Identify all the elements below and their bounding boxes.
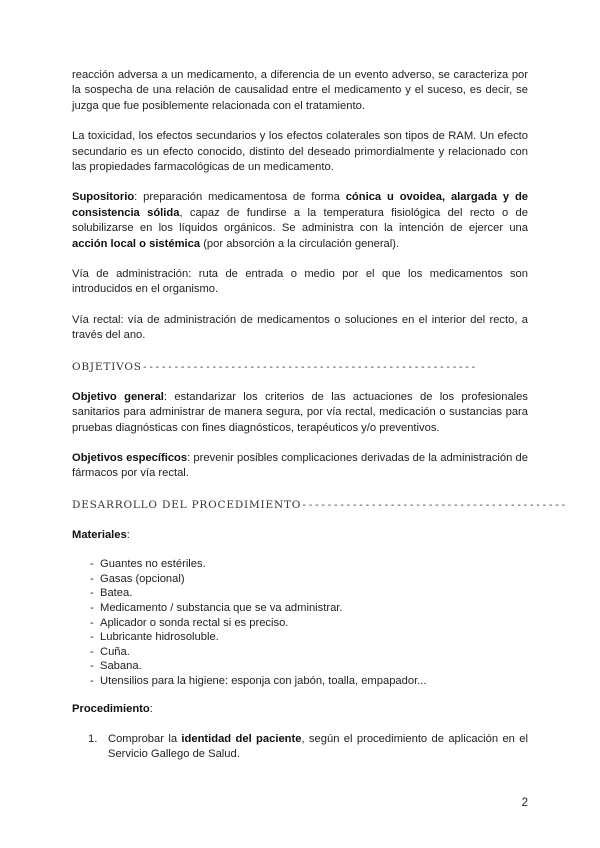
supositorio-text-2: , capaz de fundirse a la temperatura fisiológica del recto o de solubilizarse en los líquidos orgánicos. Se administra con la intención de ejercer una (72, 206, 528, 235)
objetivos-especificos (72, 451, 528, 482)
section-heading-desarrollo (72, 497, 567, 513)
procedimiento-heading (72, 702, 528, 717)
supositorio-definition (72, 190, 528, 252)
objetivo-general (72, 390, 528, 436)
list-item: - Guantes no estériles. (72, 557, 528, 572)
list-item: - Lubricante hidrosoluble. (72, 630, 528, 645)
list-item: - Utensilios para la higiene: esponja con jabón, toalla, empapador... (72, 674, 528, 689)
procedimiento-step-1 (72, 732, 528, 763)
step-number: 1. (88, 732, 98, 745)
materiales-heading (72, 528, 528, 543)
list-item: - Cuña. (72, 645, 528, 660)
step-1-text-1: Comprobar la (108, 732, 182, 745)
section-rule-objetivos: ----------------------------------------------------- (141, 361, 477, 373)
list-item: - Aplicador o sonda rectal si es preciso. (72, 616, 528, 631)
via-rectal-definition: Vía rectal: vía de administración de medicamentos o soluciones en el interior del recto, a través del ano. (72, 313, 528, 342)
list-item: - Sabana. (72, 659, 528, 674)
procedimiento-label: Procedimiento (72, 703, 150, 716)
page-number: 2 (521, 797, 528, 809)
materiales-list (72, 557, 528, 688)
supositorio-bold-2: acción local o sistémica (72, 237, 201, 250)
list-item: - Batea. (72, 586, 528, 601)
objetivos-especificos-text: : prevenir posibles complicaciones derivadas de la administración de fármacos por vía rectal. (72, 451, 529, 480)
list-item: - Medicamento / substancia que se va administrar. (72, 601, 528, 616)
objetivo-general-text: : estandarizar los criterios de las actuaciones de los profesionales sanitarios para administrar de manera segura, por vía rectal, medicación o sustancias para pruebas diagnósticas con fines diagnósticos, terapéuticos y/o preventivos. (72, 390, 528, 434)
supositorio-text-1: : preparación medicamentosa de forma (134, 191, 346, 204)
materiales-colon: : (126, 528, 130, 541)
section-heading-objetivos (72, 359, 528, 375)
section-rule-desarrollo: ------------------------------------------ (301, 499, 567, 511)
procedimiento-steps (72, 732, 528, 763)
step-1-bold: identidad del paciente (181, 732, 302, 745)
objetivo-general-label: Objetivo general (72, 390, 164, 403)
supositorio-text-3: (por absorción a la circulación general). (200, 237, 400, 250)
objetivos-especificos-label: Objetivos específicos (72, 451, 188, 464)
intro-paragraph-2: La toxicidad, los efectos secundarios y los efectos colaterales son tipos de RAM. Un efecto secundario es un efecto conocido, distinto del deseado primordialmente y relacionado con las propiedades farmacológicas de un medicamento. (72, 130, 528, 174)
via-administracion-definition: Vía de administración: ruta de entrada o medio por el que los medicamentos son introducidos en el organismo. (72, 268, 528, 296)
procedimiento-colon: : (149, 703, 153, 716)
supositorio-bold-1: cónica u ovoidea, alargada y de consistencia sólida (72, 191, 528, 219)
step-1-text-2: , según el procedimiento de aplicación en el Servicio Gallego de Salud. (108, 732, 528, 761)
section-title-desarrollo: DESARROLLO DEL PROCEDIMIENTO (72, 498, 302, 511)
document-body (72, 68, 567, 763)
intro-paragraph-1: reacción adversa a un medicamento, a diferencia de un evento adverso, se caracteriza por la sospecha de una relación de causalidad entre el medicamento y el suceso, es decir, se juzga que fue posiblemente relacionada con el tratamiento. (72, 69, 528, 112)
section-title-objetivos: OBJETIVOS (72, 360, 142, 373)
supositorio-term: Supositorio (72, 191, 135, 204)
materiales-label: Materiales (72, 528, 127, 541)
list-item: - Gasas (opcional) (72, 572, 528, 587)
